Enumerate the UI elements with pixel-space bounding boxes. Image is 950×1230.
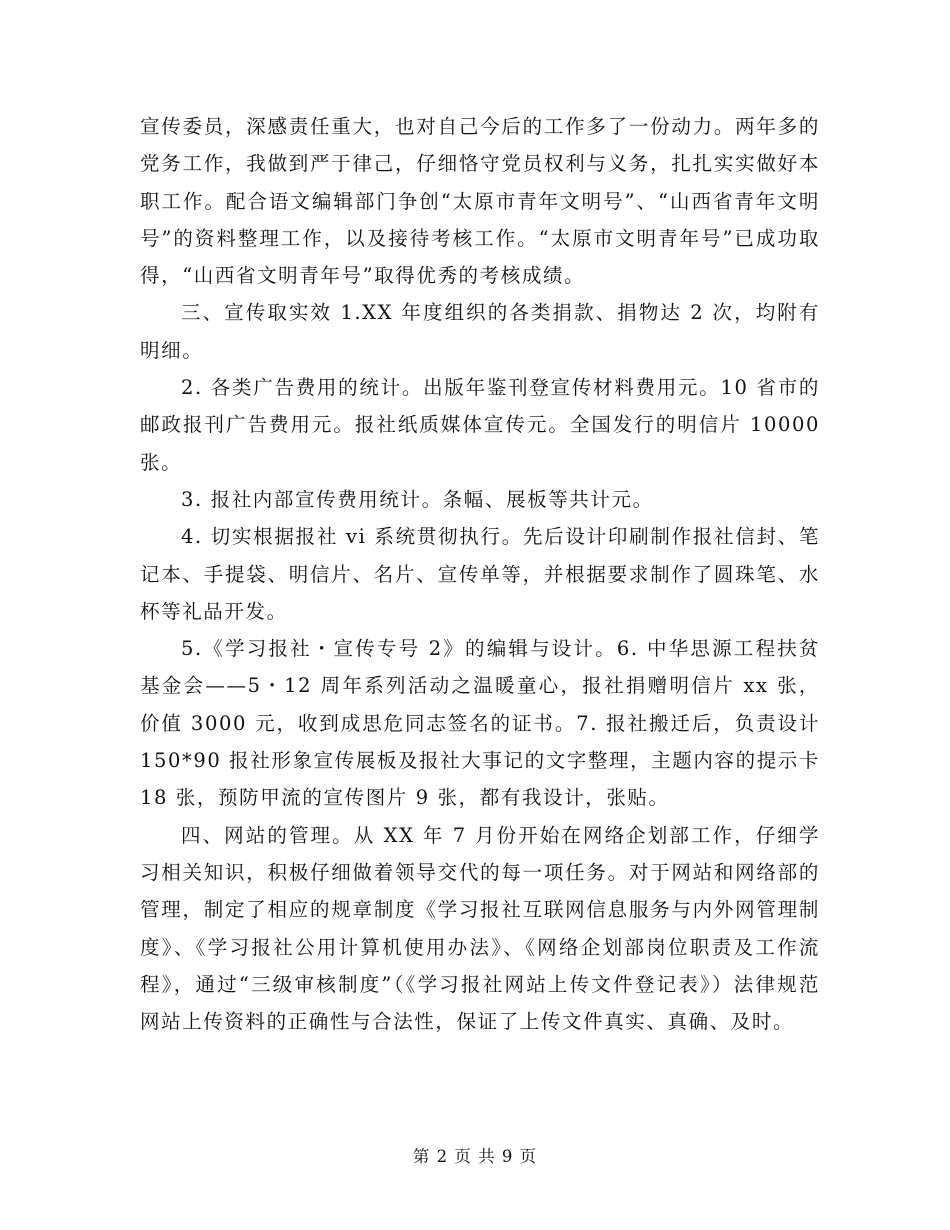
paragraph-6: 5.《学习报社・宣传专号 2》的编辑与设计。6. 中华思源工程扶贫基金会——5・12 周年系列活动之温暖童心，报社捐赠明信片 xx 张，价值 3000 元，收到成思危同志签名的证书。7. 报社搬迁后，负责设计 150*90 报社形象宣传展板及报社大事记的文字整理，主题内容的提示卡 18 张，预防甲流的宣传图片 9 张，都有我设计，张贴。 [140,637,820,810]
paragraph-5: 4. 切实根据报社 vi 系统贯彻执行。先后设计印刷制作报社信封、笔记本、手提袋、明信片、名片、宣传单等，并根据要求制作了圆珠笔、水杯等礼品开发。 [140,525,820,623]
page-number-footer: 第 2 页 共 9 页 [412,1147,538,1166]
paragraph-1: 宣传委员，深感责任重大，也对自己今后的工作多了一份动力。两年多的党务工作，我做到严于律己，仔细恪守党员权利与义务，扎扎实实做好本职工作。配合语文编辑部门争创“太原市青年文明号”、“山西省青年文明号”的资料整理工作，以及接待考核工作。“太原市文明青年号”已成功取得，“山西省文明青年号”取得优秀的考核成绩。 [140,115,820,288]
paragraph-3: 2. 各类广告费用的统计。出版年鉴刊登宣传材料费用元。10 省市的邮政报刊广告费用元。报社纸质媒体宣传元。全国发行的明信片 10000 张。 [140,376,820,474]
paragraph-2: 三、宣传取实效 1.XX 年度组织的各类捐款、捐物达 2 次，均附有明细。 [140,301,820,362]
paragraph-7: 四、网站的管理。从 XX 年 7 月份开始在网络企划部工作，仔细学习相关知识，积极仔细做着领导交代的每一项任务。对于网站和网络部的管理，制定了相应的规章制度《学习报社互联网信息服务与内外网管理制度》、《学习报社公用计算机使用办法》、《网络企划部岗位职责及工作流程》，通过“三级审核制度”（《学习报社网站上传文件登记表》）法律规范网站上传资料的正确性与合法性，保证了上传文件真实、真确、及时。 [140,823,820,1034]
document-body [140,108,820,1040]
paragraph-4: 3. 报社内部宣传费用统计。条幅、展板等共计元。 [181,487,654,511]
